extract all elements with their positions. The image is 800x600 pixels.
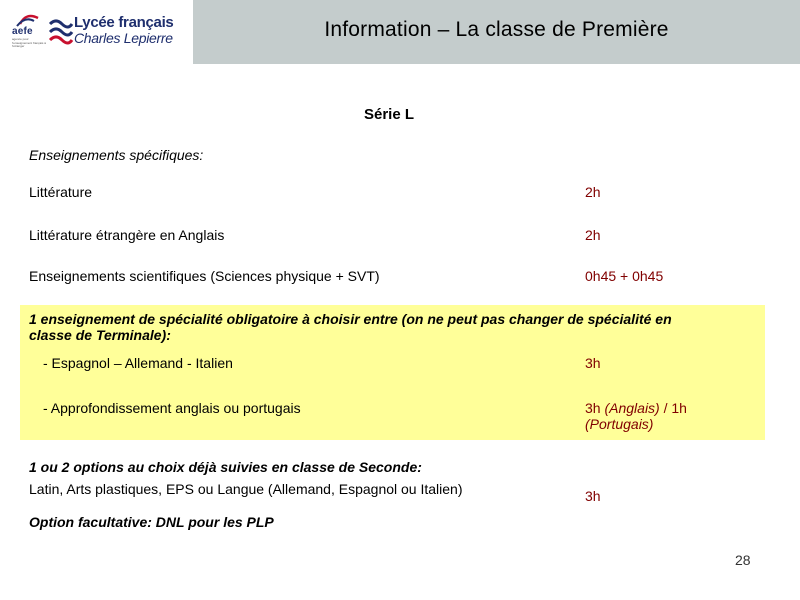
aefe-logo-text: aefe: [12, 26, 33, 37]
options-hours: 3h: [585, 488, 601, 504]
specialty-heading-line2: classe de Terminale):: [29, 327, 171, 343]
page-number: 28: [735, 552, 751, 568]
specialty-item-hours: 3h: [585, 355, 601, 371]
options-label: Latin, Arts plastiques, EPS ou Langue (Allemand, Espagnol ou Italien): [29, 481, 463, 497]
option-facultative: Option facultative: DNL pour les PLP: [29, 514, 274, 530]
specific-item-label: Enseignements scientifiques (Sciences physique + SVT): [29, 268, 380, 284]
title-band: [193, 0, 800, 64]
specialty-item-label: - Espagnol – Allemand - Italien: [43, 355, 233, 371]
wave-icon: [48, 16, 74, 46]
hours-portugais-note: (Portugais): [585, 416, 654, 432]
header: [0, 0, 800, 64]
school-logo-line2: Charles Lepierre: [74, 30, 173, 46]
specialty-item-label: - Approfondissement anglais ou portugais: [43, 400, 301, 416]
specific-item-hours: 2h: [585, 184, 601, 200]
logo-area: [0, 0, 193, 64]
page-title: Information – La classe de Première: [324, 18, 669, 41]
specific-item-hours: 0h45 + 0h45: [585, 268, 664, 284]
specific-item-hours: 2h: [585, 227, 601, 243]
specific-item-label: Littérature étrangère en Anglais: [29, 227, 225, 243]
options-heading: 1 ou 2 options au choix déjà suivies en classe de Seconde:: [29, 459, 422, 475]
hours-anglais-note: (Anglais): [604, 400, 660, 416]
hours-anglais: 3h: [585, 400, 605, 416]
school-logo: [48, 14, 188, 50]
serie-title: Série L: [364, 106, 415, 123]
specific-heading: Enseignements spécifiques:: [29, 147, 204, 163]
specialty-heading-line1: 1 enseignement de spécialité obligatoire à choisir entre (on ne peut pas changer de spécialité en: [29, 311, 672, 327]
specialty-item-hours: [585, 400, 687, 416]
hours-portugais: / 1h: [659, 400, 687, 416]
specific-item-label: Littérature: [29, 184, 93, 200]
school-logo-line1: Lycée français: [74, 14, 174, 31]
aefe-logo-subtext: agence pour l'enseignement français à l'étranger: [12, 37, 46, 48]
